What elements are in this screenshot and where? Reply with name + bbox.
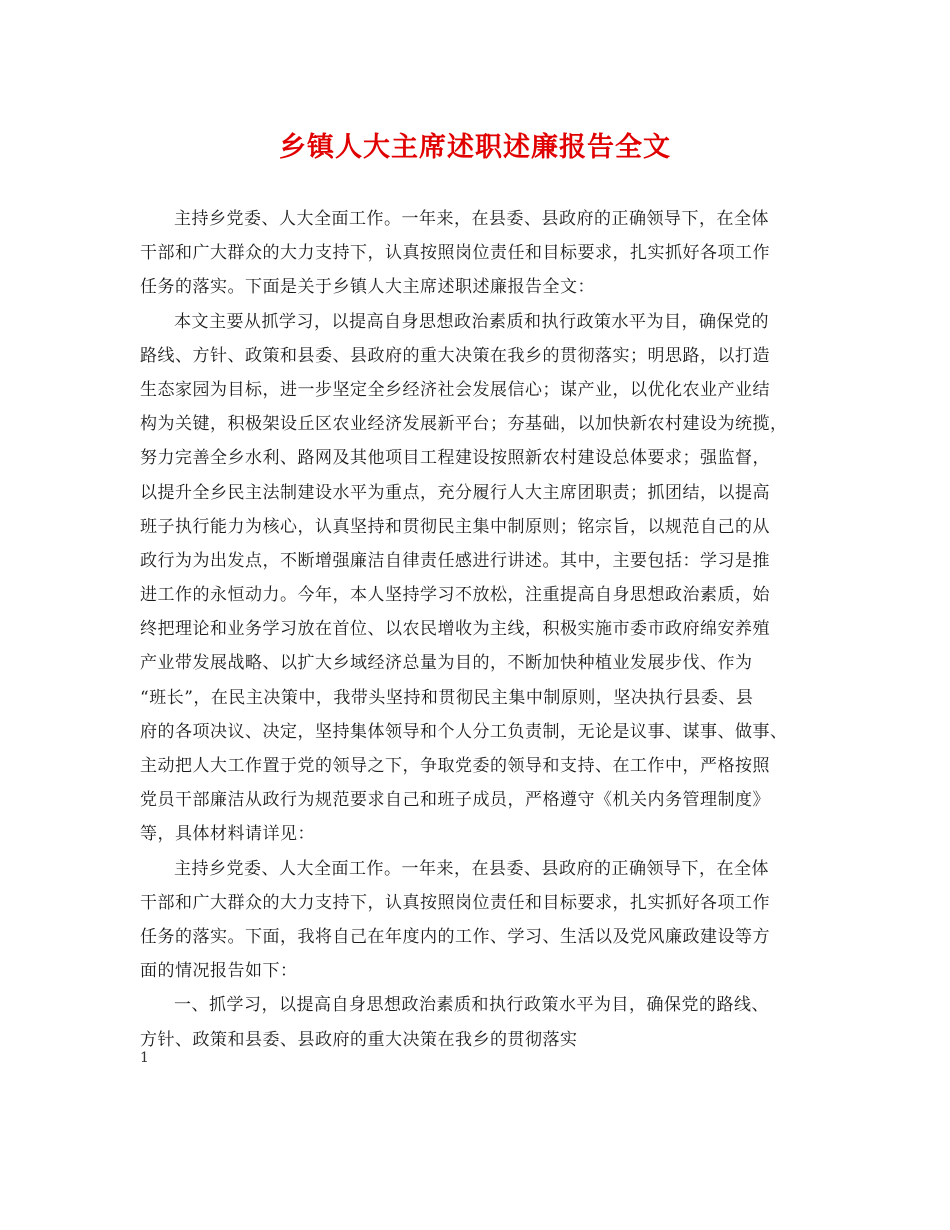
body-line: 主持乡党委、人大全面工作。一年来，在县委、县政府的正确领导下，在全体 [174, 209, 769, 229]
body-line: 构为关键，积极架设丘区农业经济发展新平台；夯基础，以加快新农村建设为统揽， [140, 414, 788, 435]
body-line: 干部和广大群众的大力支持下，认真按照岗位责任和目标要求，扎实抓好各项工作 [140, 243, 770, 264]
body-line: 任务的落实。下面，我将自己在年度内的工作、学习、生活以及党风廉政建设等方 [140, 926, 770, 947]
body-line: 班子执行能力为核心，认真坚持和贯彻民主集中制原则；铭宗旨，以规范自己的从 [140, 516, 770, 537]
body-line: 方针、政策和县委、县政府的重大决策在我乡的贯彻落实 [140, 1029, 578, 1050]
body-line: 主动把人大工作置于党的领导之下，争取党委的领导和支持、在工作中，严格按照 [140, 756, 770, 776]
body-line: 府的各项决议、决定，坚持集体领导和个人分工负责制，无论是议事、谋事、做事、 [140, 721, 788, 742]
body-line: 一、抓学习，以提高自身思想政治素质和执行政策水平为目，确保党的路线、 [174, 995, 769, 1016]
body-line: 干部和广大群众的大力支持下，认真按照岗位责任和目标要求，扎实抓好各项工作 [140, 892, 770, 913]
body-line: 主持乡党委、人大全面工作。一年来，在县委、县政府的正确领导下，在全体 [174, 858, 769, 879]
body-line: 以提升全乡民主法制建设水平为重点，充分履行人大主席团职责；抓团结，以提高 [140, 482, 770, 503]
document-title: 乡镇人大主席述职述廉报告全文 [279, 132, 671, 163]
body-line: 任务的落实。下面是关于乡镇人大主席述职述廉报告全文： [140, 277, 595, 298]
body-line: “班长”，在民主决策中，我带头坚持和贯彻民主集中制原则，坚决执行县委、县 [140, 687, 754, 708]
body-line: 产业带发展战略、以扩大乡域经济总量为目的，不断加快种植业发展步伐、作为 [140, 653, 753, 674]
body-line: 进工作的永恒动力。今年，本人坚持学习不放松，注重提高自身思想政治素质，始 [140, 585, 770, 606]
body-line: 本文主要从抓学习，以提高自身思想政治素质和执行政策水平为目，确保党的 [174, 311, 769, 332]
body-line: 面的情况报告如下： [140, 961, 298, 982]
body-line: 党员干部廉洁从政行为规范要求自己和班子成员，严格遵守《机关内务管理制度》 [140, 790, 770, 811]
body-line: 生态家园为目标，进一步坚定全乡经济社会发展信心；谋产业，以优化农业产业结 [140, 379, 770, 400]
body-line: 终把理论和业务学习放在首位、以农民增收为主线，积极实施市委市政府绵安养殖 [140, 619, 770, 640]
page-number: 1 [140, 1050, 149, 1066]
body-line: 路线、方针、政策和县委、县政府的重大决策在我乡的贯彻落实；明思路，以打造 [140, 345, 770, 366]
document-body [140, 202, 820, 1057]
body-line: 等，具体材料请详见： [140, 824, 315, 845]
body-line: 政行为为出发点，不断增强廉洁自律责任感进行讲述。其中，主要包括：学习是推 [140, 550, 770, 571]
body-line: 努力完善全乡水利、路网及其他项目工程建设按照新农村建设总体要求；强监督， [140, 448, 770, 469]
